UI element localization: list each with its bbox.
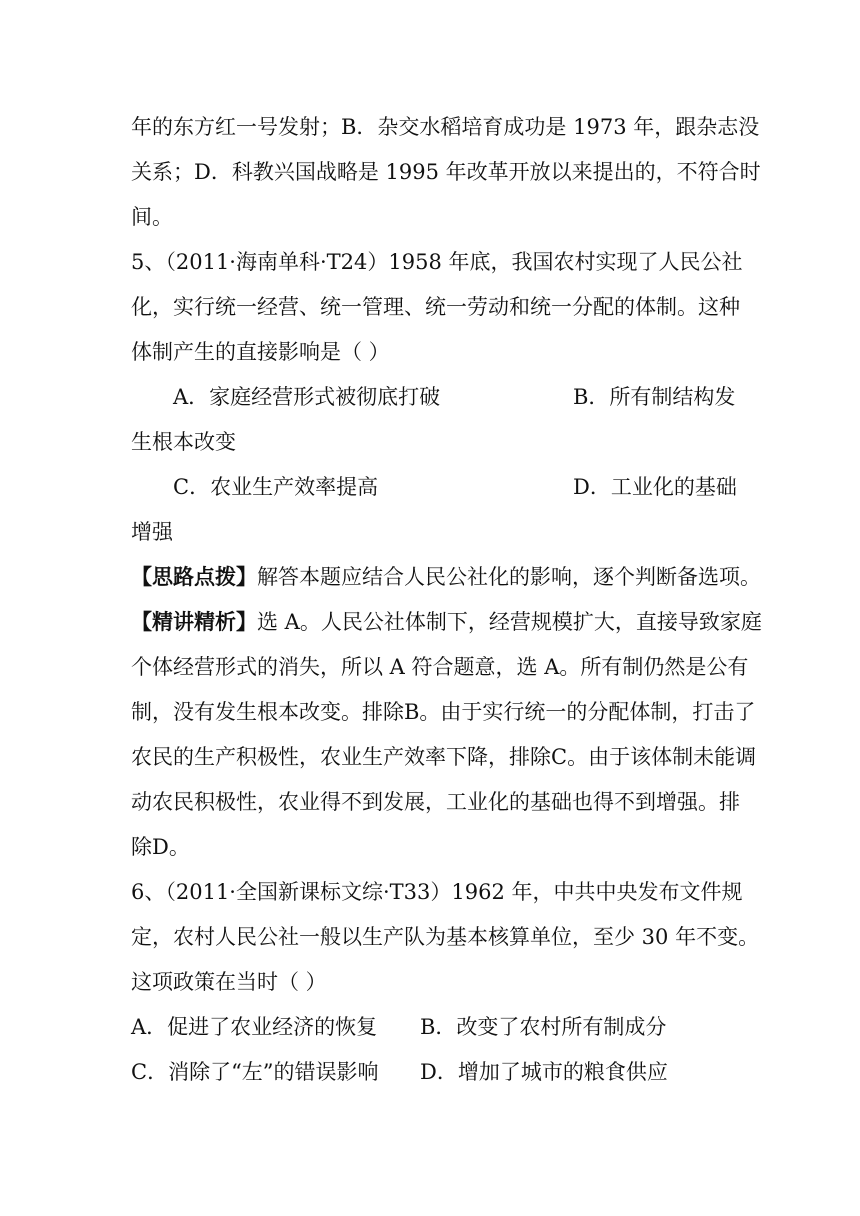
analysis-text: 选 A。人民公社体制下，经营规模扩大，直接导致家庭 — [257, 610, 762, 634]
question-5-stem: 体制产生的直接影响是（ ） — [131, 340, 390, 364]
hint-text: 解答本题应结合人民公社化的影响，逐个判断备选项。 — [257, 565, 761, 589]
text-line: 关系；D．科教兴国战略是 1995 年改革开放以来提出的，不符合时 — [131, 160, 761, 184]
question-5-stem: 5、（2011·海南单科·T24）1958 年底，我国农村实现了人民公社 — [131, 250, 743, 274]
analysis-line: 制，没有发生根本改变。排除B。由于实行统一的分配体制，打击了 — [131, 700, 756, 724]
option-a: A．家庭经营形式被彻底打破 — [173, 385, 441, 409]
text-line: 间。 — [131, 205, 173, 229]
text-line: 年的东方红一号发射；B．杂交水稻培育成功是 1973 年，跟杂志没 — [131, 115, 760, 139]
option-c: C．消除了“左”的错误影响 — [131, 1060, 379, 1084]
option-b: B．改变了农村所有制成分 — [420, 1015, 667, 1039]
option-d: D．增加了城市的粮食供应 — [420, 1060, 668, 1084]
analysis-line: 除D。 — [131, 835, 190, 859]
hint-paragraph — [131, 562, 761, 592]
option-d-continued: 增强 — [131, 520, 173, 544]
analysis-line: 个体经营形式的消失，所以 A 符合题意，选 A。所有制仍然是公有 — [131, 655, 749, 679]
analysis-paragraph — [131, 607, 762, 637]
question-6-stem: 这项政策在当时（ ） — [131, 970, 327, 994]
question-6-stem: 6、（2011·全国新课标文综·T33）1962 年，中共中央发布文件规 — [131, 880, 743, 904]
option-b: B．所有制结构发 — [573, 385, 736, 409]
option-a: A．促进了农业经济的恢复 — [131, 1015, 378, 1039]
question-5-stem: 化，实行统一经营、统一管理、统一劳动和统一分配的体制。这种 — [131, 295, 740, 319]
hint-label: 【思路点拨】 — [131, 564, 257, 589]
analysis-label: 【精讲精析】 — [131, 609, 257, 634]
analysis-line: 动农民积极性，农业得不到发展，工业化的基础也得不到增强。排 — [131, 790, 740, 814]
option-d: D．工业化的基础 — [573, 475, 737, 499]
question-6-stem: 定，农村人民公社一般以生产队为基本核算单位，至少 30 年不变。 — [131, 925, 760, 949]
analysis-line: 农民的生产积极性，农业生产效率下降，排除C。由于该体制未能调 — [131, 745, 757, 769]
option-c: C．农业生产效率提高 — [173, 475, 379, 499]
option-b-continued: 生根本改变 — [131, 430, 236, 454]
